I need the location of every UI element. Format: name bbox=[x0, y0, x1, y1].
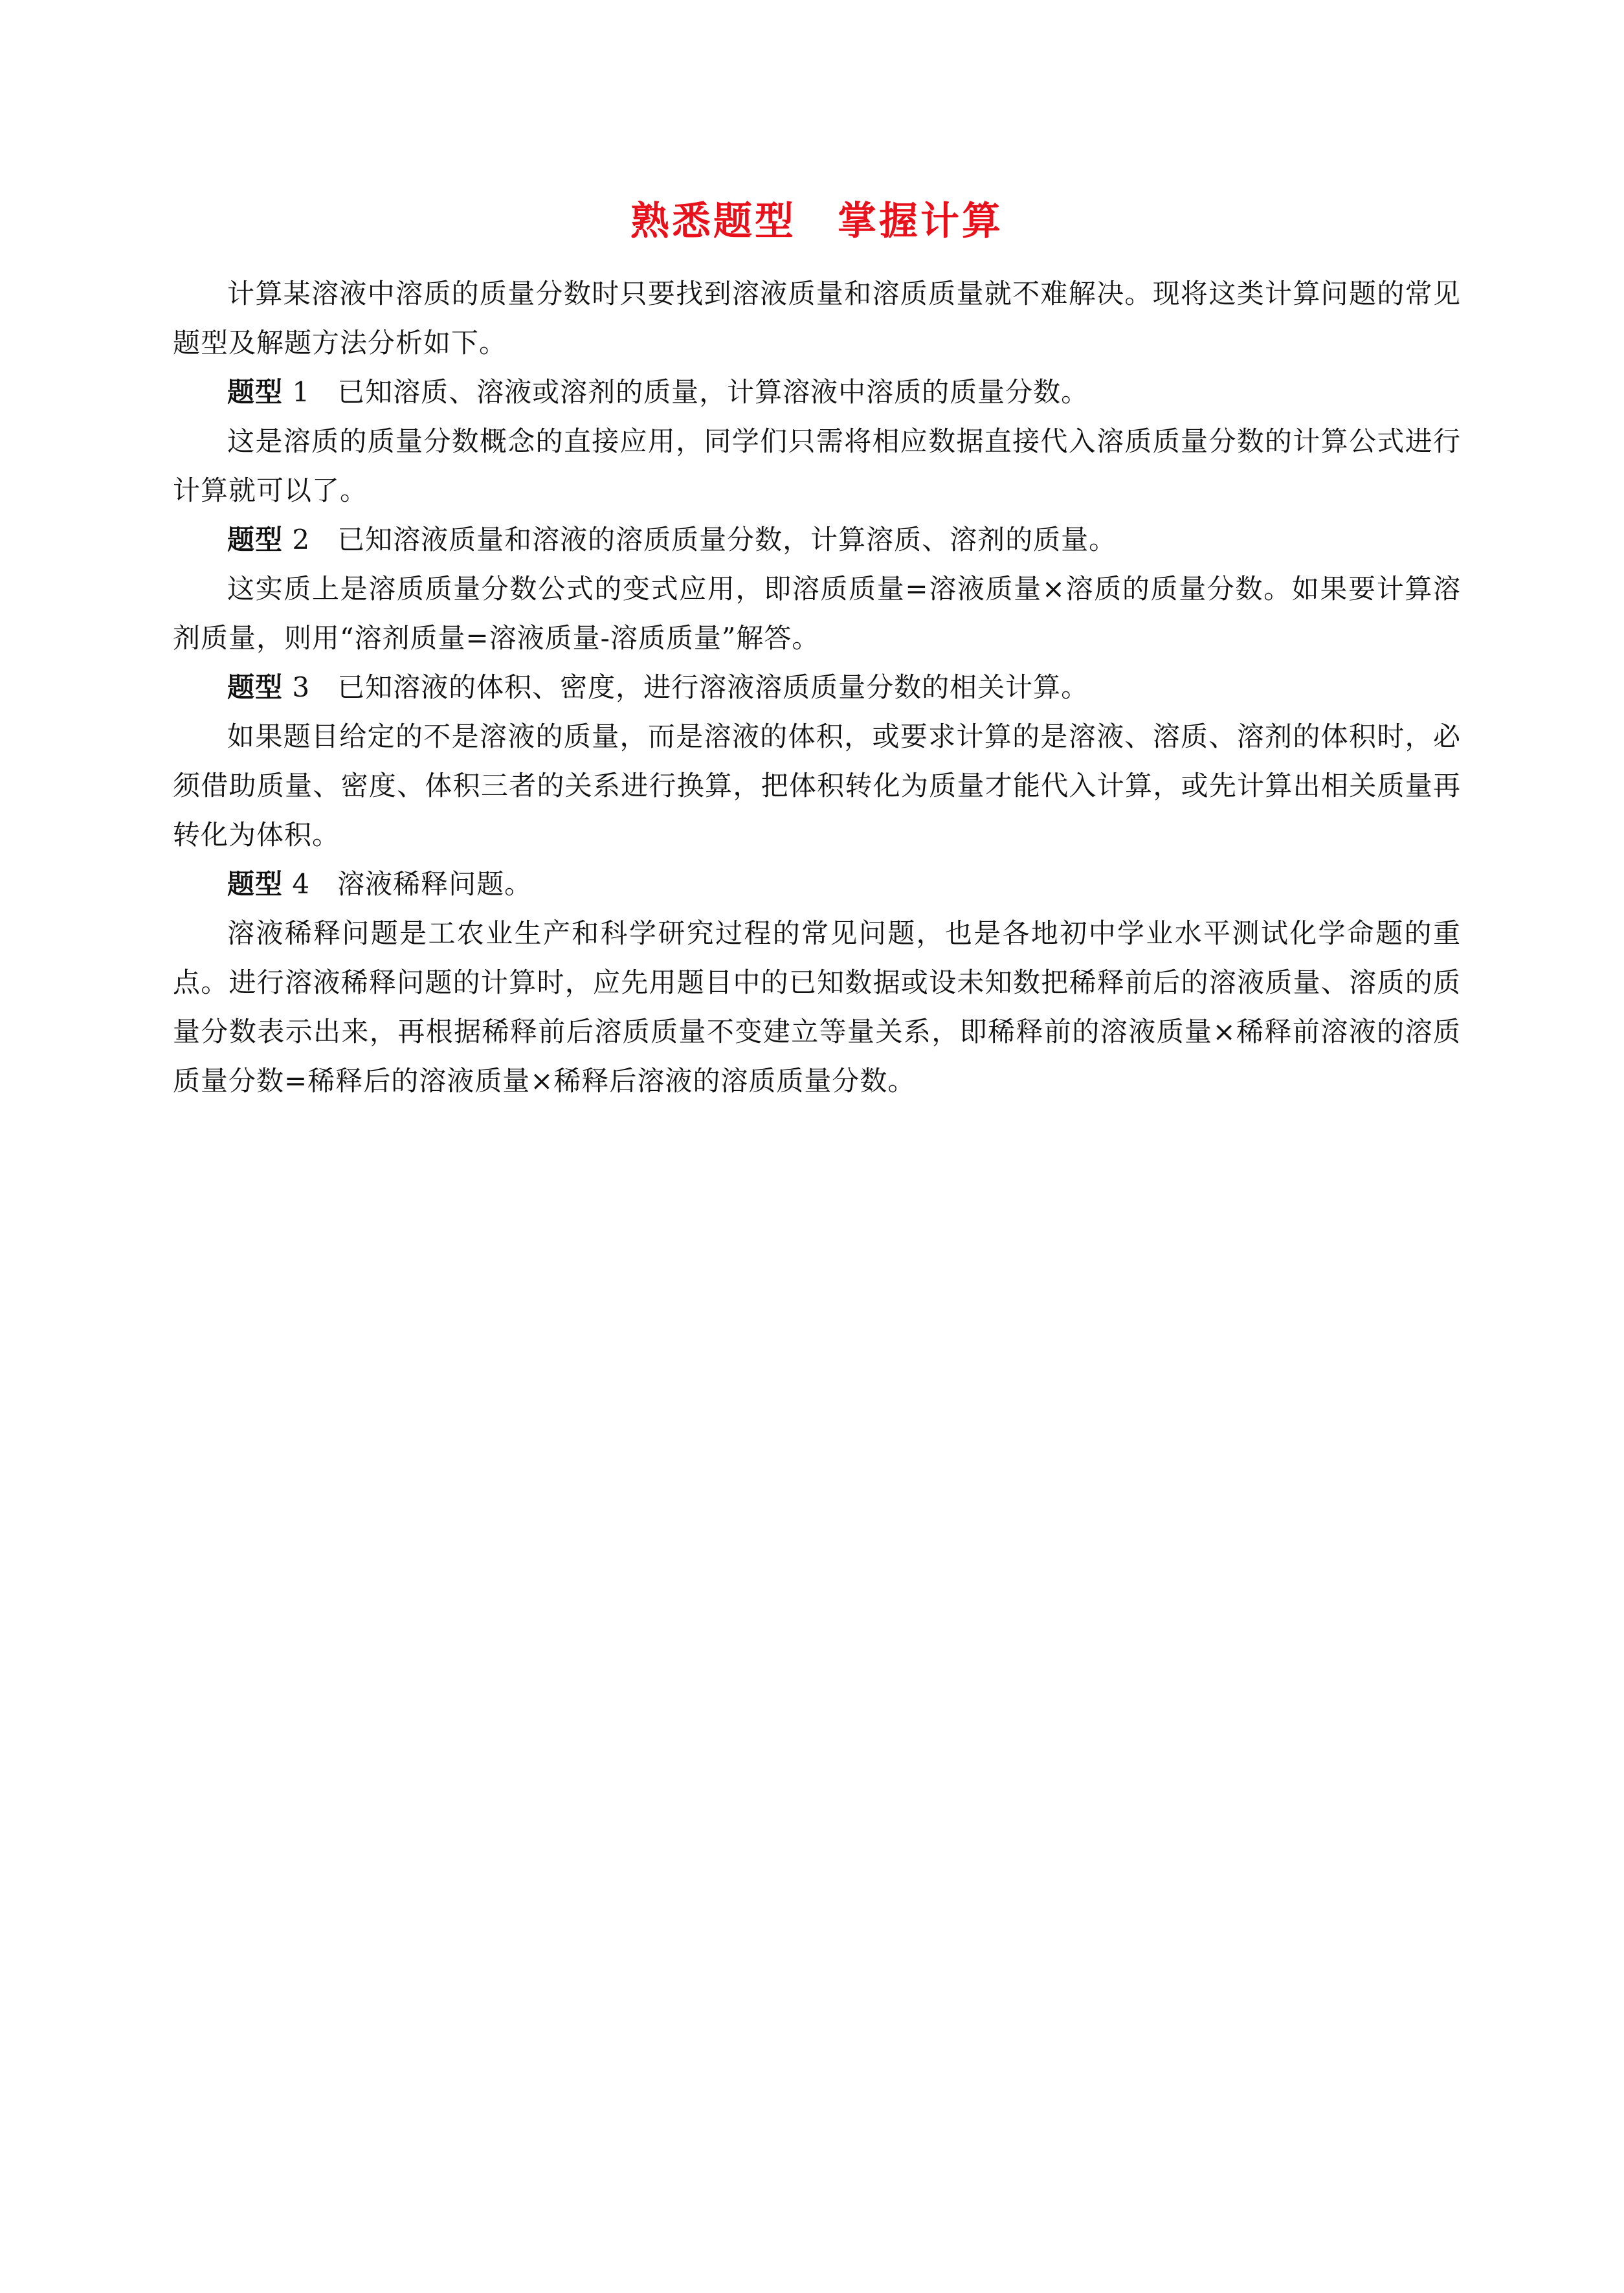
document-page bbox=[173, 194, 1461, 1106]
type-3-heading-text: 已知溶液的体积、密度，进行溶液溶质质量分数的相关计算。 bbox=[337, 671, 1089, 703]
type-3-heading bbox=[173, 663, 1461, 712]
type-3-label: 题型 bbox=[227, 671, 284, 703]
type-2-heading-text: 已知溶液质量和溶液的溶质质量分数，计算溶质、溶剂的质量。 bbox=[337, 524, 1117, 555]
type-2-label: 题型 bbox=[227, 524, 284, 555]
type-1-heading-text: 已知溶质、溶液或溶剂的质量，计算溶液中溶质的质量分数。 bbox=[337, 376, 1089, 408]
type-2-body: 这实质上是溶质质量分数公式的变式应用，即溶质质量=溶液质量×溶质的质量分数。如果要计算溶剂质量，则用“溶剂质量=溶液质量-溶质质量”解答。 bbox=[173, 573, 1461, 654]
type-4-number: 4 bbox=[292, 868, 311, 900]
type-1-heading bbox=[173, 368, 1461, 417]
type-3-number: 3 bbox=[292, 671, 311, 703]
type-4-heading bbox=[173, 860, 1461, 909]
type-1-label: 题型 bbox=[227, 376, 284, 408]
type-3-body: 如果题目给定的不是溶液的质量，而是溶液的体积，或要求计算的是溶液、溶质、溶剂的体积时，必须借助质量、密度、体积三者的关系进行换算，把体积转化为质量才能代入计算，或先计算出相关质量再转化为体积。 bbox=[173, 721, 1461, 851]
document-title: 熟悉题型 掌握计算 bbox=[630, 199, 1003, 244]
type-1-number: 1 bbox=[292, 376, 311, 408]
type-4-body: 溶液稀释问题是工农业生产和科学研究过程的常见问题，也是各地初中学业水平测试化学命题的重点。进行溶液稀释问题的计算时，应先用题目中的已知数据或设未知数把稀释前后的溶液质量、溶质的质量分数表示出来，再根据稀释前后溶质质量不变建立等量关系，即稀释前的溶液质量×稀释前溶液的溶质质量分数=稀释后的溶液质量×稀释后溶液的溶质质量分数。 bbox=[173, 917, 1461, 1097]
type-2-heading bbox=[173, 515, 1461, 565]
intro-paragraph: 计算某溶液中溶质的质量分数时只要找到溶液质量和溶质质量就不难解决。现将这类计算问题的常见题型及解题方法分析如下。 bbox=[173, 278, 1461, 359]
type-4-heading-text: 溶液稀释问题。 bbox=[337, 868, 533, 900]
type-2-number: 2 bbox=[292, 524, 311, 555]
type-1-body: 这是溶质的质量分数概念的直接应用，同学们只需将相应数据直接代入溶质质量分数的计算公式进行计算就可以了。 bbox=[173, 425, 1461, 506]
type-4-label: 题型 bbox=[227, 868, 284, 900]
